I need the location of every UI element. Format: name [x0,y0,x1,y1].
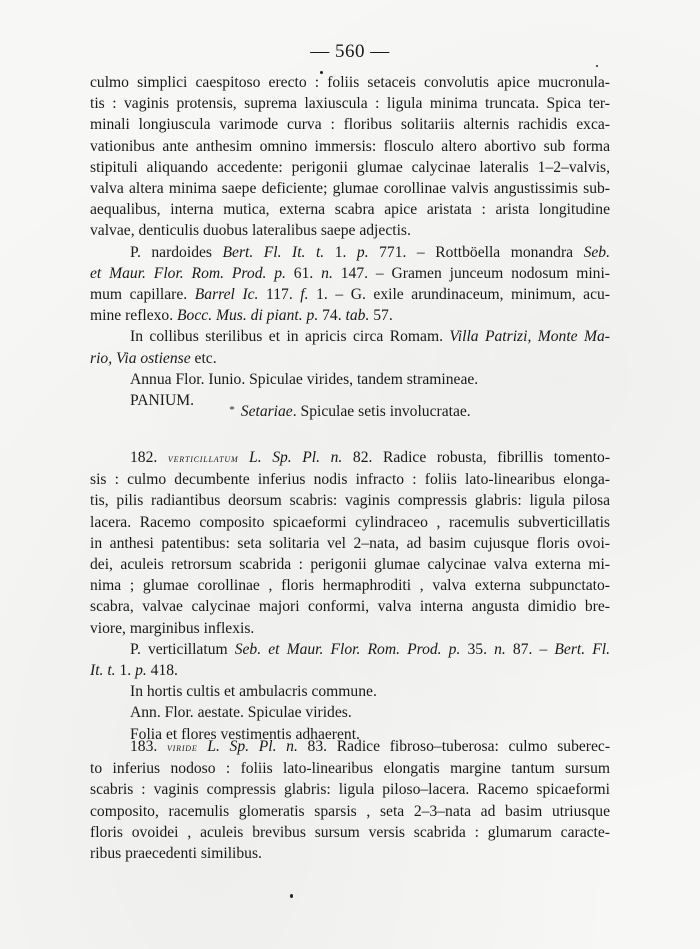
synonym-text: 1. – G. exile arundinaceum, minimum, acu- [308,286,610,304]
phenology-line: Annua Flor. Iunio. Spiculae virides, tandem stramineae. [130,370,479,388]
text-line: scabris : vaginis compressis glabris: ligula piloso–lacera. Racemo spicaeformi [90,781,610,799]
text-line: in anthesi patentibus: seta solitaria vel 2–nata, ad basim cujusque floris ovoi- [90,534,610,552]
citation-number: 61. [285,264,322,282]
habitat-text: etc. [190,349,217,367]
synonym-text: mum capillare. [90,286,195,304]
text-line: dei, aculeis retrorsum scabrida : perigonii glumae calycinae valva externa mi- [90,556,610,574]
phenology-line: Ann. Flor. aestate. Spiculae virides. [130,704,352,722]
print-speck [320,71,323,74]
synonym-text: 87. – [505,640,555,658]
text-line: lacera. Racemo composito spicaeformi cylindraceo , racemulis subverticillatis [90,513,610,531]
synonym-text: mine reflexo. [90,307,178,325]
text-line: nima ; glumae corollinae , floris hermaphroditi , valva externa subpunctato- [90,577,610,595]
text-line: sis : culmo decumbente inferius nodis infracto : foliis lato-linearibus elonga- [90,471,610,489]
print-speck [290,894,293,898]
text-line: floris ovoidei , aculeis brevibus sursum versis scabrida : glumarum caracte- [90,823,610,841]
citation-number: 35. [460,640,495,658]
synonym-line [90,660,610,681]
locality-italic: Villa Patrizi, Monte Ma- [449,328,610,346]
page-number: — 560 — [310,41,390,62]
asterisk-mark: * [229,404,235,416]
habitat-line [90,326,610,347]
text-line: vationibus ante anthesim omnino immersis: flosculo altero abortivo sub forma [90,137,610,155]
synonym-line [90,242,610,263]
text-line: viore, marginibus inflexis. [90,619,255,637]
citation-italic: p. [356,243,369,261]
species-header-line [90,447,610,469]
print-speck [596,65,598,67]
citation-italic: Barrel Ic. [194,286,259,304]
note-line: Folia et flores vestimentis adhaerent. [130,725,360,743]
text-line: ribus praecedenti similibus. [90,845,262,863]
citation-italic: Bert. Fl. [554,640,610,658]
locality-italic: rio, Via ostiense [90,349,191,367]
section-name: Setariae [240,403,293,420]
citation-italic: Seb. et Maur. Flor. Rom. Prod. p. [234,640,461,658]
text-fragment: Radice fibroso–tuberosa: culmo suberec- [327,738,611,755]
text-line: valvae, denticulis duobus lateralibus saepe adjectis. [90,222,411,240]
text-line: tis : vaginis protensis, suprema laxiuscula : ligula minima truncata. Spica ter- [90,95,610,113]
text-line: valva altera minima saepe deficiente; glumae corollinae valvis angustissimis sub- [90,180,610,198]
text-fragment: Radice robusta, fibrillis tomento- [372,449,611,466]
text-line: tis, pilis radiantibus deorsum scabris: vaginis compressis glabris: ligula pilosa [90,492,610,510]
habitat-line: In hortis cultis et ambulacris commune. [130,683,377,701]
citation-italic: Bocc. Mus. di piant. p. [177,307,319,325]
text-line: aequalibus, interna mutica, externa scabra apice aristata : arista longitudine [90,201,610,219]
text-line: to inferius nodoso : foliis lato-linearibus elongatis margine tantum sursum [90,760,610,778]
synonym-text: P. nardoides [130,243,223,261]
citation-italic: tab. [345,307,370,325]
citation-italic: L. Sp. Pl. n. [197,738,298,755]
description-continuation [90,72,610,411]
synonym-line [90,639,610,660]
citation-number: 418. [146,662,178,680]
citation-italic: et Maur. Flor. Rom. Prod. p. [90,264,286,282]
citation-number: 1. [324,243,357,261]
synonym-text: P. verticillatum [130,640,235,658]
citation-italic: p. [135,662,147,680]
species-entry-182 [90,447,610,745]
synonym-line [90,284,610,305]
citation-italic: f. [300,286,309,304]
species-entry-183 [90,736,610,864]
citation-italic: Seb. [583,243,611,261]
synonym-line [90,305,610,326]
citation-italic: It. t. [90,662,116,680]
synonym-text: 57. [369,307,393,325]
synonym-line [90,263,610,284]
species-name: viride [167,740,198,754]
synonym-text: 147. – Gramen junceum nodosum mini- [332,264,610,282]
citation-number: 83. [297,738,328,755]
species-header-line [90,736,610,758]
citation-italic: Bert. Fl. It. t. [222,243,325,261]
citation-italic: L. Sp. Pl. n. [249,449,343,466]
text-line: composito, racemulis glomeratis sparsis , seta 2–3–nata ad basim utriusque [90,802,610,820]
section-heading [0,403,700,421]
citation-number: 1. [115,662,136,680]
species-number: 183. [130,738,158,755]
text-line: minali longiuscula varimode curva : floribus solitariis alternis rachidis exca- [90,116,610,134]
synonym-text: 771. – Rottböella monandra [368,243,584,261]
text-line: stipituli aliquando accedente: perigonii glumae calycinae lateralis 1–2–valvis, [90,158,610,176]
citation-number: 117. [258,286,301,304]
citation-number: 74. [318,307,346,325]
habitat-text: In collibus sterilibus et in apricis circa Romam. [130,328,450,346]
text-line: scabra, valvae calycinae majori conformi, valva interna angusta dimidio bre- [90,598,610,616]
genus-heading: PANIUM. [130,392,194,410]
species-name: verticillatum [167,451,239,465]
species-number: 182. [130,449,158,466]
habitat-line [90,348,610,369]
section-description: . Spiculae setis involucratae. [292,403,471,420]
citation-italic: n. [321,264,333,282]
citation-italic: n. [494,640,506,658]
citation-number: 82. [342,449,373,466]
text-line: culmo simplici caespitoso erecto : foliis setaceis convolutis apice mucronula- [90,74,610,91]
